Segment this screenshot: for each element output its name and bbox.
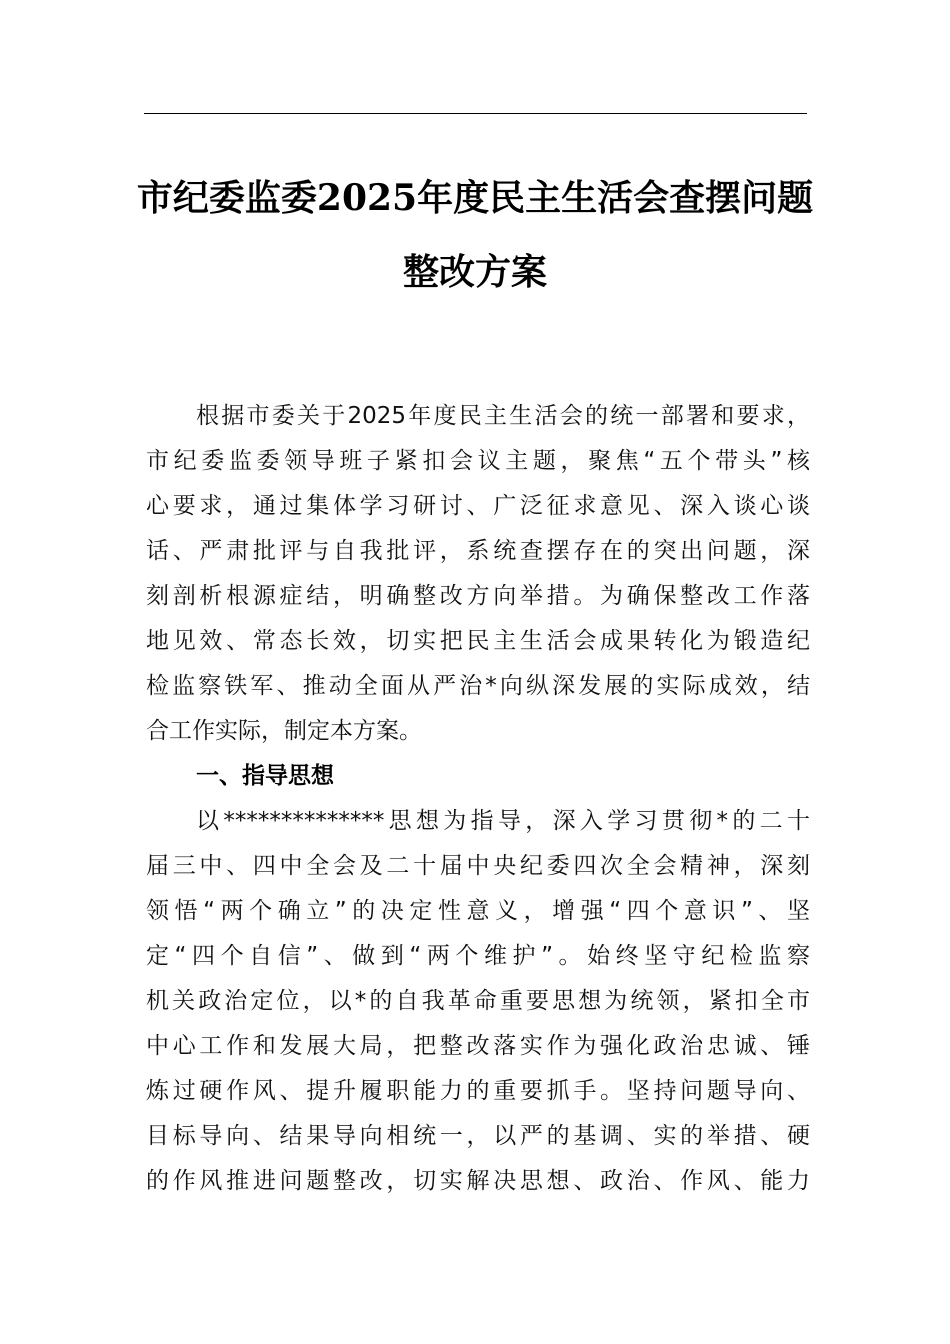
section1-paragraph-line: 领悟“两个确立”的决定性意义，增强“四个意识”、坚: [146, 898, 810, 924]
section1-paragraph-line: 的作风推进问题整改，切实解决思想、政治、作风、能力: [146, 1168, 810, 1194]
intro-paragraph-line: 话、严肃批评与自我批评，系统查摆存在的突出问题，深: [146, 538, 810, 564]
intro-paragraph-line: 心要求，通过集体学习研讨、广泛征求意见、深入谈心谈: [146, 493, 810, 519]
header-rule: [144, 113, 807, 114]
section1-paragraph-line: 中心工作和发展大局，把整改落实作为强化政治忠诚、锤: [146, 1033, 810, 1059]
section1-paragraph-line: 机关政治定位，以*的自我革命重要思想为统领，紧扣全市: [146, 988, 810, 1014]
intro-paragraph-line: 刻剖析根源症结，明确整改方向举措。为确保整改工作落: [146, 583, 810, 609]
document-title-line-2: 整改方案: [402, 251, 547, 293]
intro-paragraph-line: 市纪委监委领导班子紧扣会议主题，聚焦“五个带头”核: [146, 448, 810, 474]
section-heading-guiding-ideology: 一、指导思想: [196, 763, 334, 789]
intro-paragraph-line: 合工作实际，制定本方案。: [146, 718, 422, 744]
intro-paragraph-line: 地见效、常态长效，切实把民主生活会成果转化为锻造纪: [146, 628, 810, 654]
intro-paragraph-line: 根据市委关于2025年度民主生活会的统一部署和要求，: [196, 403, 810, 429]
section1-paragraph-line: 炼过硬作风、提升履职能力的重要抓手。坚持问题导向、: [146, 1078, 810, 1104]
section1-paragraph-line: 届三中、四中全会及二十届中央纪委四次全会精神，深刻: [146, 853, 810, 879]
section1-paragraph-line: 定“四个自信”、做到“两个维护”。始终坚守纪检监察: [146, 943, 810, 969]
section1-paragraph-line: 以**************思想为指导，深入学习贯彻*的二十: [196, 808, 810, 834]
intro-paragraph-line: 检监察铁军、推动全面从严治*向纵深发展的实际成效，结: [146, 673, 810, 699]
section1-paragraph-line: 目标导向、结果导向相统一，以严的基调、实的举措、硬: [146, 1123, 810, 1149]
document-title-line-1: 市纪委监委2025年度民主生活会查摆问题: [136, 177, 814, 219]
